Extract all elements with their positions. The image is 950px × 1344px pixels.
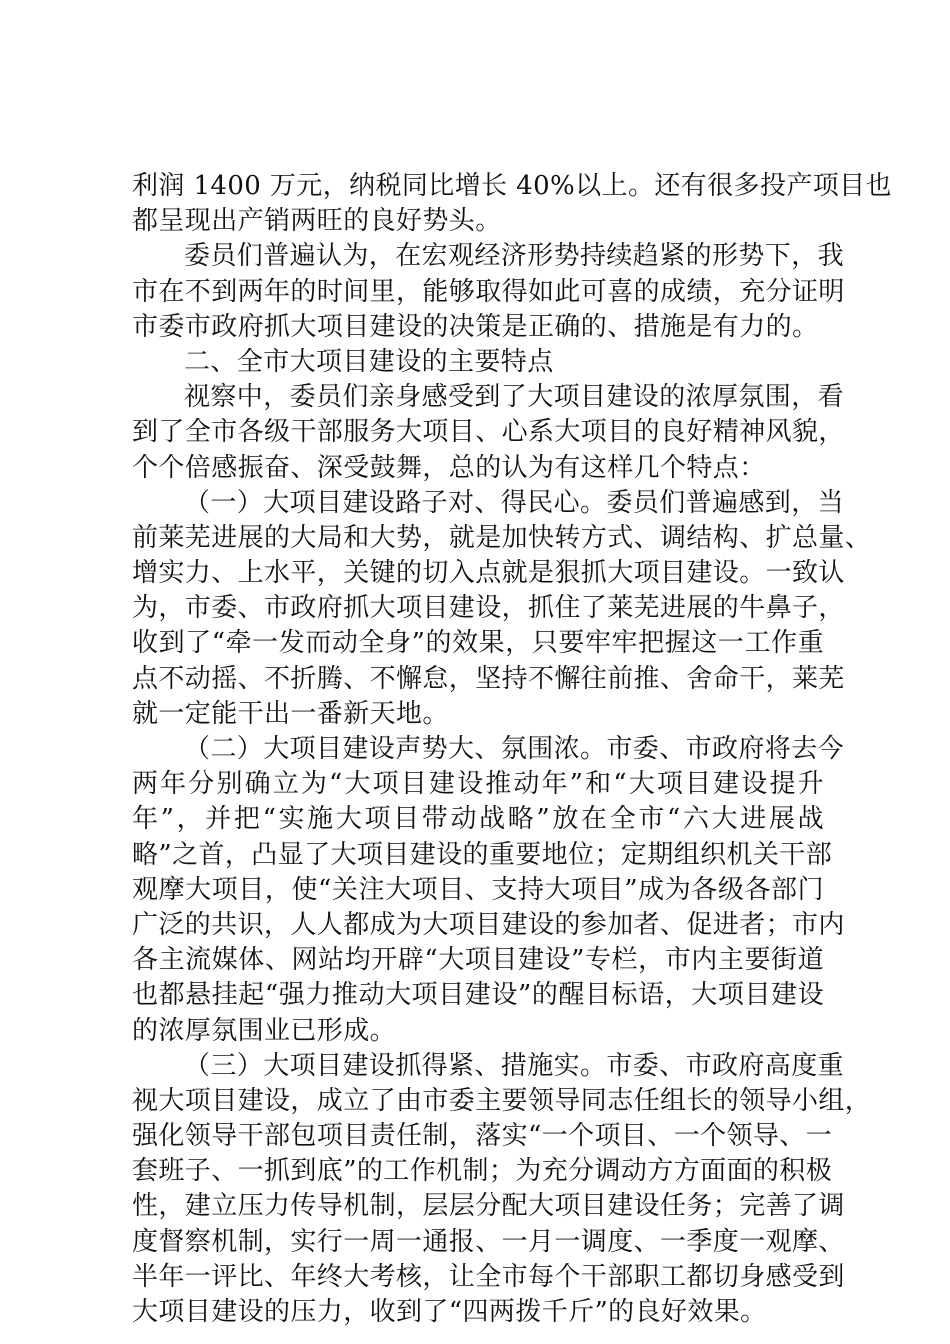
text-line: 视大项目建设，成立了由市委主要领导同志任组长的领导小组， [132, 1085, 872, 1116]
text-line: 强化领导干部包项目责任制，落实“一个项目、一个领导、一 [132, 1121, 833, 1152]
text-line: 增实力、上水平，关键的切入点就是狠抓大项目建设。一致认 [132, 558, 845, 589]
text-line: 略”之首，凸显了大项目建设的重要地位；定期组织机关干部 [132, 839, 833, 870]
text-line: 度督察机制，实行一周一通报、一月一调度、一季度一观摩、 [132, 1226, 845, 1257]
paragraph-first-line: 委员们普遍认为，在宏观经济形势持续趋紧的形势下，我 [184, 241, 845, 272]
text-line: 就一定能干出一番新天地。 [132, 698, 449, 729]
text-line: 个个倍感振奋、深受鼓舞，总的认为有这样几个特点： [132, 452, 766, 483]
text-line: 点不动摇、不折腾、不懈怠，坚持不懈往前推、舍命干，莱芜 [132, 663, 845, 694]
text-line: 套班子、一抓到底”的工作机制；为充分调动方方面面的积极 [132, 1156, 833, 1187]
text-line: 为，市委、市政府抓大项目建设，抓住了莱芜进展的牛鼻子， [132, 593, 845, 624]
text-line: 半年一评比、年终大考核，让全市每个干部职工都切身感受到 [132, 1261, 845, 1292]
paragraph-first-line: （二）大项目建设声势大、氛围浓。市委、市政府将去今 [184, 734, 845, 764]
text-line: 性，建立压力传导机制，层层分配大项目建设任务；完善了调 [132, 1191, 845, 1222]
paragraph-first-line: 视察中，委员们亲身感受到了大项目建设的浓厚氛围，看 [184, 382, 845, 413]
text-line: 利润 1400 万元，纳税同比增长 40%以上。还有很多投产项目也 [132, 171, 892, 201]
text-line: 年”，并把“实施大项目带动战略”放在全市“六大进展战 [132, 804, 824, 835]
text-line: 收到了“牵一发而动全身”的效果，只要牢牢把握这一工作重 [132, 628, 824, 659]
paragraph-first-line: （三）大项目建设抓得紧、措施实。市委、市政府高度重 [184, 1050, 845, 1081]
text-line: 市委市政府抓大项目建设的决策是正确的、措施是有力的。 [132, 311, 819, 342]
text-line: 市在不到两年的时间里，能够取得如此可喜的成绩，充分证明 [132, 276, 845, 307]
document-body [132, 169, 892, 1330]
text-line: 的浓厚氛围业已形成。 [132, 1015, 397, 1046]
text-line: 前莱芜进展的大局和大势，就是加快转方式、调结构、扩总量、 [132, 522, 872, 553]
text-line: 观摩大项目，使“关注大项目、支持大项目”成为各级各部门 [132, 874, 824, 905]
text-line: 大项目建设的压力，收到了“四两拨千斤”的良好效果。 [132, 1297, 767, 1327]
paragraph-first-line: （一）大项目建设路子对、得民心。委员们普遍感到，当 [184, 487, 845, 518]
text-line: 各主流媒体、网站均开辟“大项目建设”专栏，市内主要街道 [132, 945, 824, 976]
section-heading: 二、全市大项目建设的主要特点 [184, 346, 554, 377]
text-line: 两年分别确立为“大项目建设推动年”和“大项目建设提升 [132, 769, 824, 800]
text-line: 广泛的共识，人人都成为大项目建设的参加者、促进者；市内 [132, 909, 845, 940]
text-line: 都呈现出产销两旺的良好势头。 [132, 206, 502, 237]
text-line: 也都悬挂起“强力推动大项目建设”的醒目标语，大项目建设 [132, 980, 824, 1011]
text-line: 到了全市各级干部服务大项目、心系大项目的良好精神风貌， [132, 417, 845, 448]
